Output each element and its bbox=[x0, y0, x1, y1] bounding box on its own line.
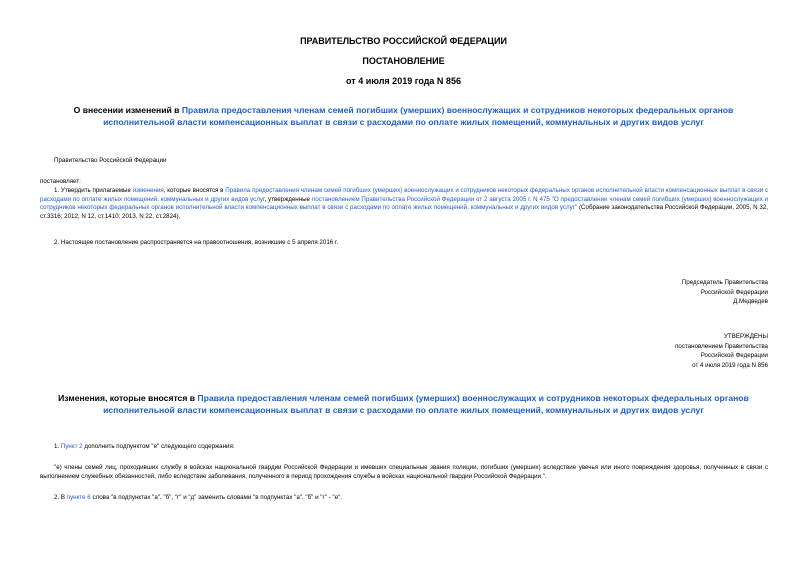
document-title bbox=[40, 104, 767, 128]
rules-link-2[interactable]: Правила предоставления членам семей погибших (умерших) военнослужащих и сотрудников некоторых федеральных органов исполнительной власти компенсационных выплат в связи с расходами по оплате жилых помещений, коммунальных и других видов услуг bbox=[40, 187, 768, 203]
item-2: 2. Настоящее постановление распространяется на правоотношения, возникшие с 5 апреля 2016 г. bbox=[54, 239, 339, 246]
approved-by: постановлением Правительства bbox=[675, 342, 768, 350]
signature-country: Российской Федерации bbox=[700, 288, 768, 296]
signature-title: Председатель Правительства bbox=[681, 279, 768, 286]
approved-date: от 4 июля 2019 года N 856 bbox=[692, 361, 768, 369]
signature-block bbox=[468, 278, 768, 307]
preamble-decides: постановляет: bbox=[40, 178, 81, 185]
change-1: 1. Пункт 2 дополнить подпунктом "е" следующего содержания: bbox=[54, 443, 235, 450]
approval-block bbox=[468, 332, 768, 370]
changes-link[interactable]: изменения bbox=[132, 187, 164, 194]
changes-title bbox=[40, 392, 767, 416]
change-2: 2. В пункте 6 слова "в подпунктах "а", "б", "г" и "д" заменить словами "в подпунктах "а", "б" и "г" - "е". bbox=[54, 494, 342, 501]
point-6-link[interactable]: пункте 6 bbox=[66, 494, 91, 501]
approved-label: УТВЕРЖДЕНЫ bbox=[724, 333, 768, 340]
change-1-quote: "е) члены семей лиц, проходивших службу в войсках национальной гвардии Российской Федерации и имевших специальные звания полиции, погибших (умерших) вследствие увечья или иного повреждения здоровья, полученных в связи с выполнением служебных обязанностей, либо вследствие заболевания, полученного в период прохождения службы в войсках национальной гвардии Российской Федерации.". bbox=[40, 464, 768, 480]
rules-link-3[interactable]: Правила предоставления членам семей погибших (умерших) военнослужащих и сотрудников некоторых федеральных органов исполнительной власти компенсационных выплат в связи с расходами по оплате жилых помещений, коммунальных и других видов услуг bbox=[103, 393, 749, 415]
decree-475-link[interactable]: постановлением Правительства Российской Федерации от 2 августа 2005 г. N 475 "О предоставлении членам семей погибших (умерших) военнослужащих и сотрудников некоторых федеральных органов исполнительной власти компенсационных выплат в связи с расходами по оплате жилых помещений, коммунальных и других видов услуг" bbox=[40, 195, 768, 212]
government-header: ПРАВИТЕЛЬСТВО РОССИЙСКОЙ ФЕДЕРАЦИИ bbox=[300, 36, 507, 46]
item-1: 1. Утвердить прилагаемые изменения, которые вносятся в Правила предоставления членам семей погибших (умерших) военнослужащих и сотрудников некоторых федеральных органов исполнительной власти компенсационных выплат в связи с расходами по оплате жилых помещений, коммунальных и других видов услуг, утвержденные постановлением Правительства Российской Федерации от 2 августа 2005 г. N 475 "О предоставлении членам семей погибших (умерших) военнослужащих и сотрудников некоторых федеральных органов исполнительной власти компенсационных выплат в связи с расходами по оплате жилых помещений, коммунальных и других видов услуг" (Собрание законодательства Российской Федерации, 2005, N 32, ст.3316; 2012, N 12, ст.1410; 2013, N 22, ст.2824). bbox=[40, 187, 768, 220]
approved-country: Российской Федерации bbox=[700, 352, 768, 360]
preamble-government: Правительство Российской Федерации bbox=[54, 157, 167, 164]
title-prefix: О внесении изменений в bbox=[73, 105, 182, 115]
changes-title-prefix: Изменения, которые вносятся в bbox=[58, 393, 198, 403]
signature-name: Д.Медведев bbox=[733, 298, 768, 306]
document-date: от 4 июля 2019 года N 856 bbox=[346, 76, 461, 86]
point-2-link[interactable]: Пункт 2 bbox=[60, 443, 83, 450]
document-type: ПОСТАНОВЛЕНИЕ bbox=[362, 56, 445, 66]
rules-link[interactable]: Правила предоставления членам семей погибших (умерших) военнослужащих и сотрудников некоторых федеральных органов исполнительной власти компенсационных выплат в связи с расходами по оплате жилых помещений, коммунальных и других видов услуг bbox=[103, 105, 734, 127]
